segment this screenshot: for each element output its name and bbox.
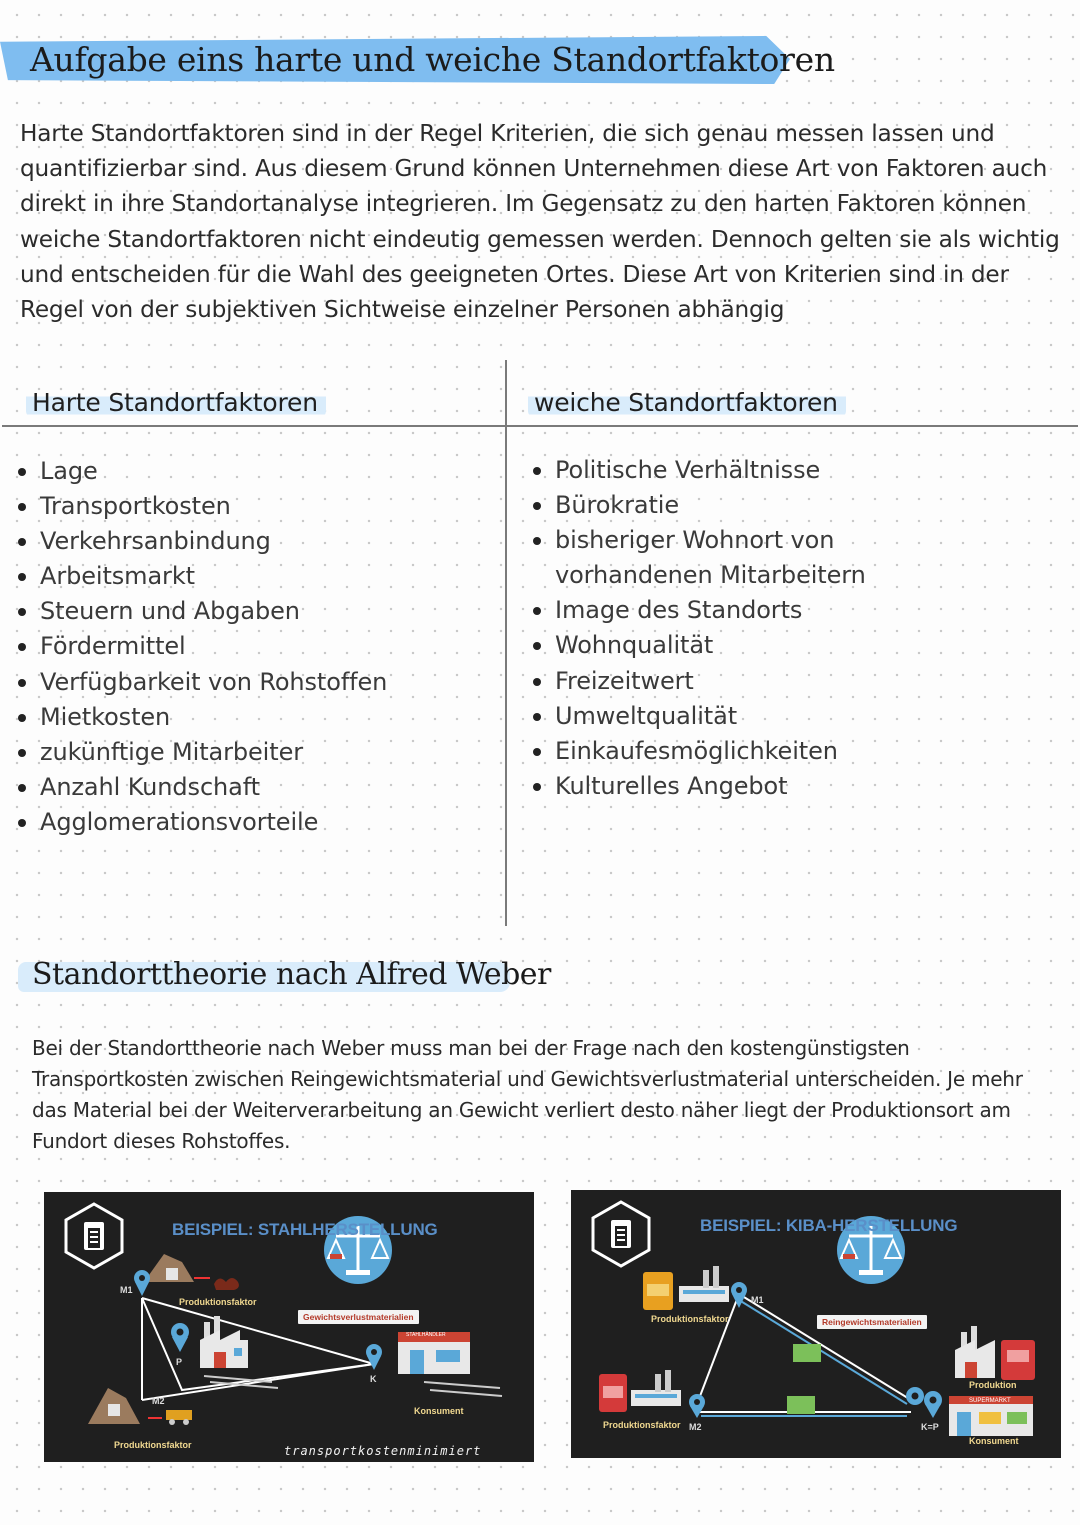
bullet-icon (18, 714, 26, 722)
label-consumer-left: Konsument (414, 1406, 464, 1416)
hard-factor-item (18, 770, 488, 805)
hard-factor-item (18, 594, 488, 629)
section-title: Aufgabe eins harte und weiche Standortfaktoren (30, 40, 835, 79)
bullet-icon (533, 713, 541, 721)
soft-factors-list (533, 453, 1063, 804)
bullet-icon (18, 784, 26, 792)
hard-factor-item (18, 454, 488, 489)
bullet-icon (533, 537, 541, 545)
label-kp: K=P (921, 1422, 939, 1432)
bullet-icon (533, 642, 541, 650)
soft-factor-item (533, 453, 1063, 488)
supermarket-sign: SUPERMARKT (969, 1398, 1011, 1404)
label-production-factor-1: Produktionsfaktor (651, 1314, 729, 1324)
bullet-icon (533, 607, 541, 615)
hard-factor-text: Agglomerationsvorteile (40, 807, 319, 836)
location-pin-kp (906, 1387, 942, 1418)
bullet-icon (533, 678, 541, 686)
hard-factors-list (18, 454, 488, 840)
hard-factor-text: Lage (40, 457, 98, 485)
hard-factor-text: zukünftige Mitarbeiter (40, 737, 303, 766)
bullet-icon (533, 467, 541, 475)
handwritten-note: transportkostenminimiert (284, 1444, 482, 1458)
kiba-figure-title: BEISPIEL: KIBA-HERSTELLUNG (700, 1216, 958, 1235)
hard-factor-item (18, 629, 488, 664)
production-factory-icon (955, 1326, 1035, 1380)
bullet-icon (18, 679, 26, 687)
soft-factor-item (533, 769, 1063, 804)
tag-pure-weight-materials: Reingewichtsmaterialien (817, 1315, 927, 1329)
label-k: K (370, 1374, 377, 1384)
hard-factor-text: Anzahl Kundschaft (40, 772, 260, 801)
mine-m1-icon (144, 1254, 239, 1290)
soft-factor-text-continued: vorhandenen Mitarbeitern (555, 561, 866, 590)
table-divider-vertical (505, 360, 507, 926)
package-icon (793, 1344, 821, 1362)
bullet-icon (533, 748, 541, 756)
soft-factor-text: Politische Verhältnisse (555, 456, 821, 484)
hard-factor-item (18, 700, 488, 735)
bullet-icon (18, 573, 26, 581)
soft-factor-text: bisheriger Wohnort von (555, 526, 835, 555)
bullet-icon (18, 608, 26, 616)
location-pin-p (171, 1323, 189, 1352)
soft-factor-text: Kulturelles Angebot (555, 771, 788, 800)
steel-figure-title: BEISPIEL: STAHLHERSTELLUNG (172, 1220, 438, 1239)
soft-factor-item (533, 523, 1063, 593)
label-m1: M1 (120, 1285, 133, 1295)
weber-paragraph: Bei der Standorttheorie nach Weber muss man bei der Frage nach den kostengünstigsten Transportkosten zwischen Reingewichtsmaterial und Gewichtsverlustmaterial unterscheiden. Je mehr das Material bei der Weiterverarbeitung an Gewicht verliert desto näher liegt der Produktionsort am Fundort dieses Rohstoffes. (32, 1036, 1023, 1153)
soft-factor-text: Bürokratie (555, 491, 680, 520)
soft-factor-text: Umweltqualität (555, 701, 738, 730)
hard-factor-item (18, 524, 488, 559)
kiba-example-figure (571, 1190, 1061, 1458)
hard-factor-item (18, 735, 488, 770)
tag-weight-loss-materials: Gewichtsverlustmaterialien (298, 1310, 419, 1324)
label-production-factor-2: Produktionsfaktor (114, 1440, 192, 1450)
factory-icon (200, 1316, 248, 1368)
hard-factor-item (18, 489, 488, 524)
bullet-icon (18, 538, 26, 546)
label-m2: M2 (152, 1396, 165, 1406)
hard-factor-text: Verfügbarkeit von Rohstoffen (40, 667, 388, 696)
label-p: P (176, 1357, 183, 1367)
soft-factor-item (533, 734, 1063, 769)
hard-factor-item (18, 559, 488, 594)
hard-factor-text: Transportkosten (40, 492, 231, 521)
bullet-icon (18, 468, 26, 476)
soft-factor-text: Einkaufesmöglichkeiten (555, 736, 838, 765)
hard-factor-text: Arbeitsmarkt (40, 562, 195, 591)
hard-factor-text: Steuern und Abgaben (40, 597, 300, 626)
clipboard-icon (593, 1202, 649, 1266)
location-pin-m1 (134, 1270, 150, 1296)
bullet-icon (18, 503, 26, 511)
bullet-icon (18, 749, 26, 757)
table-divider-horizontal (2, 425, 1078, 427)
soft-factor-text: Wohnqualität (555, 631, 714, 660)
label-production-factor-2: Produktionsfaktor (603, 1420, 681, 1430)
hard-factors-heading: Harte Standortfaktoren (26, 388, 326, 417)
soft-factor-item (533, 628, 1063, 663)
label-production-factor-1: Produktionsfaktor (179, 1297, 257, 1307)
hard-factor-item (18, 665, 488, 700)
location-pin-m2 (689, 1394, 705, 1418)
soft-factor-item (533, 488, 1063, 523)
soft-factor-item (533, 593, 1063, 628)
steel-shop-sign: STAHLHÄNDLER (406, 1332, 446, 1338)
location-pin-k (366, 1344, 382, 1370)
label-consumer-right: Konsument (969, 1436, 1019, 1446)
hard-factor-text: Verkehrsanbindung (40, 527, 271, 556)
bullet-icon (533, 502, 541, 510)
soft-factor-item (533, 664, 1063, 699)
mine-m2-icon (88, 1388, 192, 1425)
orange-juice-factory-icon (643, 1266, 729, 1310)
package-icon (787, 1396, 815, 1414)
soft-factor-text: Freizeitwert (555, 666, 694, 695)
label-production: Produktion (969, 1380, 1017, 1390)
hard-factor-text: Mietkosten (40, 702, 171, 731)
steel-shop-icon (398, 1332, 470, 1374)
clipboard-icon (66, 1204, 122, 1268)
steel-rails-icon (204, 1376, 502, 1396)
bullet-icon (18, 643, 26, 651)
steel-example-figure (44, 1192, 534, 1462)
section2-title: Standorttheorie nach Alfred Weber (32, 957, 551, 992)
hard-factor-item (18, 805, 488, 840)
intro-paragraph: Harte Standortfaktoren sind in der Regel Kriterien, die sich genau messen lassen und quantifizierbar sind. Aus diesem Grund können Unternehmen diese Art von Faktoren auch direkt in ihre Standortanalyse integrieren. Im Gegensatz zu den harten Faktoren können weiche Standortfaktoren nicht eindeutig gemessen werden. Dennoch gelten sie als wichtig und entscheiden für die Wahl des geeigneten Ortes. Diese Art von Kriterien sind in der Regel von der subjektiven Sichtweise einzelner Personen abhängig (20, 120, 1060, 324)
hard-factor-text: Fördermittel (40, 632, 186, 661)
cherry-juice-factory-icon (599, 1370, 681, 1412)
label-m2: M2 (689, 1422, 702, 1432)
soft-factors-heading: weiche Standortfaktoren (528, 388, 846, 417)
label-m1: M1 (751, 1295, 764, 1305)
bullet-icon (18, 819, 26, 827)
soft-factor-text: Image des Standorts (555, 596, 803, 625)
soft-factor-item (533, 699, 1063, 734)
bullet-icon (533, 783, 541, 791)
